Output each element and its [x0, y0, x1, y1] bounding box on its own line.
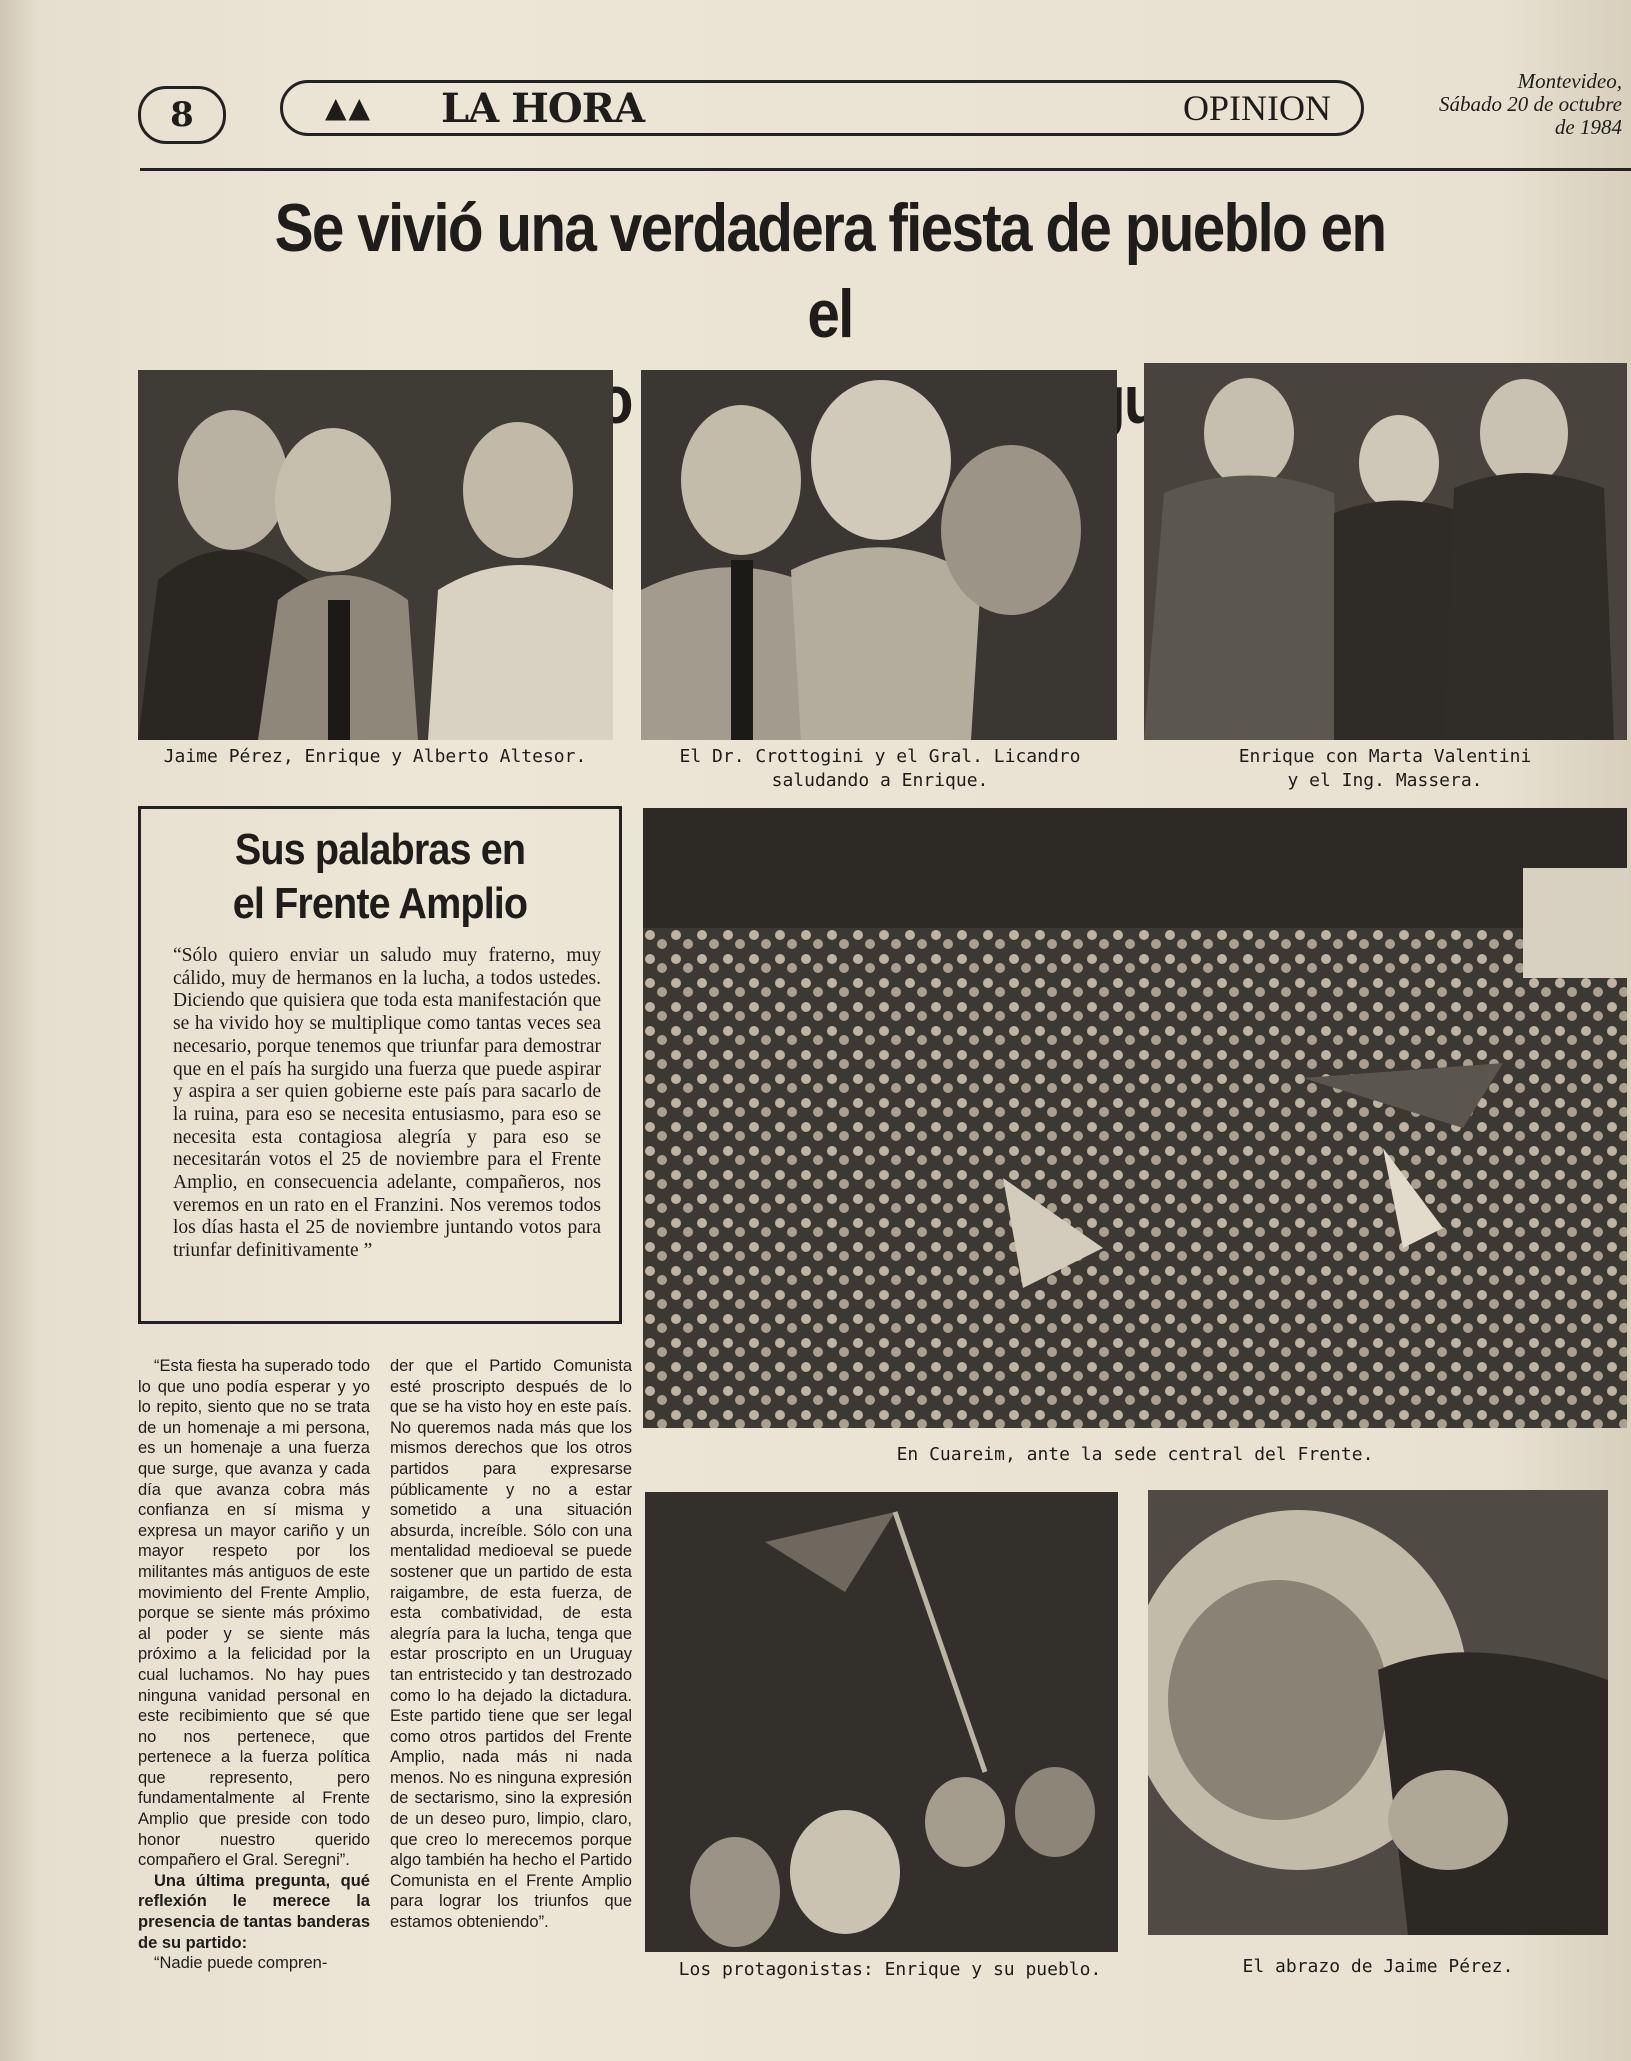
quote-box-title: [165, 823, 595, 931]
caption-photo3: [1140, 745, 1630, 793]
article-col2-text: der que el Partido Comunista esté proscripto después de lo que se ha visto hoy en este país. No queremos nada más que los mismos derechos que los otros partidos para expresarse públicamente y no a estar sometido a una situación absurda, increíble. Sólo con una mentalidad medioeval se puede sostener que un partido de esta raigambre, de esta fuerza, de esta combatividad, de esta alegría para la lucha, tenga que estar proscripto en un Uruguay tan entristecido y tan destrozado como lo ha dejado la dictadura. Este partido tiene que ser legal como otros partidos del Frente Amplio, nada más ni nada menos. No es ninguna expresión de sectarismo, sino la expresión de un deseo puro, limpio, claro, que creo lo merecemos porque algo también ha hecho el Partido Comunista en el Frente Amplio para lograr los triunfos que estamos obteniendo”.: [390, 1357, 632, 1932]
dateline-year: de 1984: [1554, 115, 1622, 139]
caption-crowd: En Cuareim, ante la sede central del Frente.: [896, 1444, 1374, 1465]
dateline-city: Montevideo,: [1517, 69, 1622, 93]
photo-embrace: [1148, 1490, 1608, 1935]
caption-embrace: El abrazo de Jaime Pérez.: [1242, 1956, 1514, 1977]
article-col1-text: “Esta fiesta ha superado todo lo que uno podía esperar y yo lo repito, siento que no se trata de un homenaje a mi persona, es un homenaje a una fuerza que surge, que avanza y cada día que avanza cobra más confianza en sí misma y expresa un mayor cariño y un mayor respeto por los militantes más antiguos de este movimiento del Frente Amplio, porque se siente más próximo al poder y se siente más próximo a la felicidad por la cual luchamos. No hay pues ninguna vanidad personal en este recibimiento que sé que no nos pertenece, que pertenece a la fuerza política que represento, pero fundamentalmente al Frente Amplio que preside con todo honor nuestro querido compañero el Gral. Seregni”.: [138, 1357, 370, 1870]
quote-box-text: “Sólo quiero enviar un saludo muy fraterno, muy cálido, muy de hermanos en la lucha, a todos ustedes. Diciendo que quisiera que toda esta manifestación que se ha vivido hoy se multiplique como tantas veces sea necesario, porque tenemos que triunfar para demostrar que en el país ha surgido una fuerza que puede aspirar y aspira a ser quien gobierne este país para sacarlo de la ruina, para eso se necesita entusiasmo, para eso se necesita esta contagiosa alegría y para eso se necesitarán votos el 25 de noviembre para el Frente Amplio, en consecuencia adelante, compañeros, nos veremos en un rato en el Franzini. Nos veremos todos los días hasta el 25 de noviembre juntando votos para triunfar definitivamente ”: [173, 945, 601, 1262]
caption-photo2-line2: saludando a Enrique.: [771, 770, 989, 791]
article-col1-question: Una última pregunta, qué reflexión le merece la presencia de tantas banderas de su partido:: [138, 1871, 371, 1952]
quote-box: [138, 806, 622, 1324]
quote-box-title-line2: el Frente Amplio: [232, 879, 528, 928]
page-number: 8: [170, 95, 194, 135]
article-column-2: [390, 1356, 632, 1933]
masthead-bar: [280, 80, 1364, 136]
photo-protagonists: [645, 1492, 1118, 1952]
caption-photo2: [630, 745, 1130, 793]
arrows-icon: ▲▲: [325, 91, 373, 124]
photo-crowd-cuareim: [643, 808, 1627, 1428]
page-number-badge: [138, 86, 226, 144]
brand-logo: LA HORA: [441, 85, 644, 132]
headline-line-1: Se vivió una verdadera fiesta de pueblo en el: [274, 190, 1386, 352]
dateline: [1410, 70, 1622, 139]
quote-box-title-line1: Sus palabras en: [234, 825, 526, 874]
article-col1-answer: “Nadie puede compren-: [154, 1954, 328, 1973]
photo-perez-enrique-altesor: [138, 370, 613, 740]
caption-photo1: Jaime Pérez, Enrique y Alberto Altesor.: [163, 746, 587, 767]
photo-crottogini-licandro: [641, 370, 1117, 740]
header-rule: [140, 168, 1631, 171]
photo-valentini-massera: [1144, 363, 1627, 740]
article-column-1: [138, 1356, 370, 1974]
caption-protagonists: Los protagonistas: Enrique y su pueblo.: [678, 1959, 1102, 1980]
caption-photo3-line2: y el Ing. Massera.: [1287, 770, 1483, 791]
caption-photo3-line1: Enrique con Marta Valentini: [1238, 746, 1532, 767]
dateline-date: Sábado 20 de octubre: [1439, 92, 1622, 116]
section-label: OPINION: [1183, 88, 1331, 128]
caption-photo2-line1: El Dr. Crottogini y el Gral. Licandro: [679, 746, 1081, 767]
